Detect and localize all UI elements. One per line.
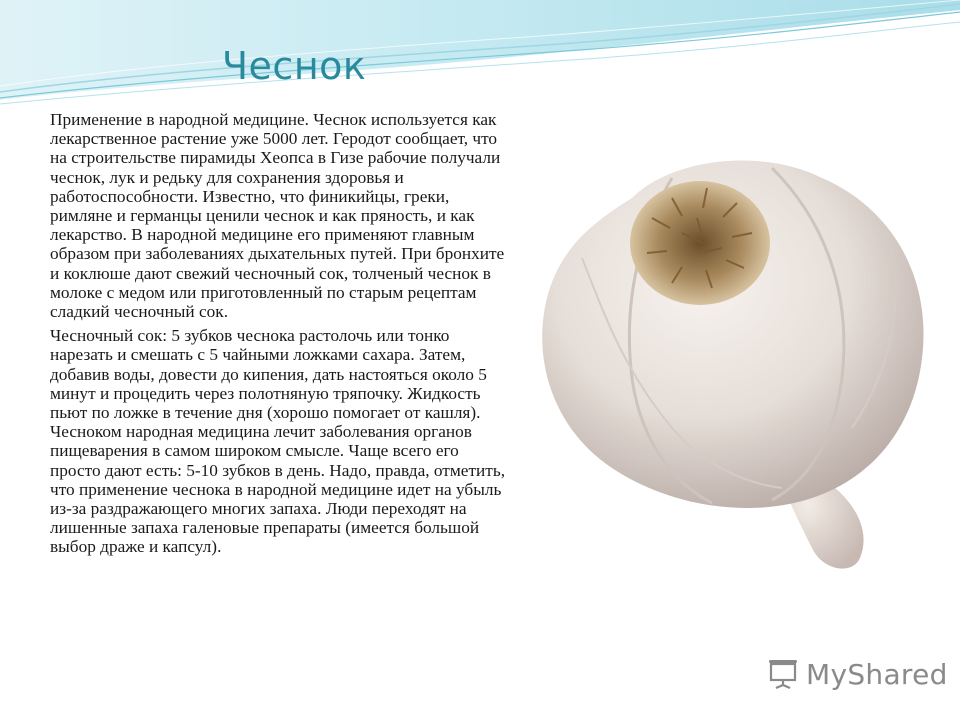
body-paragraph: Применение в народной медицине. Чеснок используется как лекарственное растение уже 5000 лет. Геродот сообщает, что на строительстве пирамиды Хеопса в Гизе рабочие получали чеснок, лук и редьку для сохранения здоровья и работоспособности. Известно, что финикийцы, греки, римляне и германцы ценили чеснок и как пряность, и как лекарство. В народной медицине его применяют главным образом при заболеваниях дыхательных путей. При бронхите и коклюше дают свежий чесночный сок, толченый чеснок в молоке с медом или приготовленный по старым рецептам сладкий чесночный сок.	[50, 110, 505, 322]
header-wave-decoration	[0, 0, 960, 120]
body-paragraph: Чесночный сок: 5 зубков чеснока растолочь или тонко нарезать и смешать с 5 чайными ложками сахара. Затем, добавив воды, довести до кипения, дать настояться около 5 минут и процедить через полотняную тряпочку. Жидкость пьют по ложке в течение дня (хорошо помогает от кашля). Чесноком народная медицина лечит заболевания органов пищеварения в самом широком смысле. Чаще всего его просто дают есть: 5-10 зубков в день. Надо, правда, отметить, что применение чеснока в народной медицине идет на убыль из-за раздражающего многих запаха. Люди переходят на лишенные запаха галеновые препараты (имеется большой выбор драже и капсул).	[50, 326, 506, 557]
garlic-bulb-image	[522, 138, 942, 578]
slide-body	[50, 110, 512, 562]
watermark-text: MyShared	[806, 657, 948, 691]
slide-title: Чеснок	[222, 44, 367, 88]
myshared-watermark	[766, 654, 948, 694]
projector-screen-icon	[766, 657, 800, 691]
